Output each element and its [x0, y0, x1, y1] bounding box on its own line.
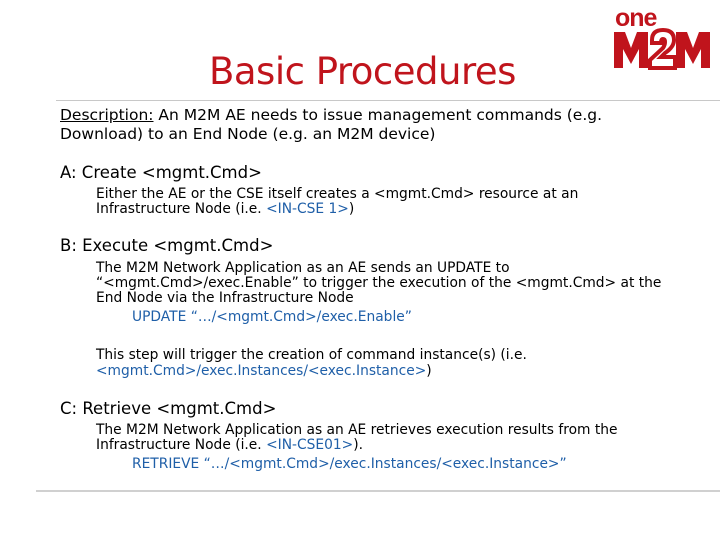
description-line-2: Download) to an End Node (e.g. an M2M device) [60, 125, 436, 143]
section-b-note-2 [96, 363, 432, 379]
section-a-line-1: Either the AE or the CSE itself creates a <mgmt.Cmd> resource at an [96, 186, 579, 202]
footer-divider [36, 490, 720, 492]
description-line-1 [60, 106, 602, 124]
page-title: Basic Procedures [209, 50, 516, 93]
svg-text:one: one [615, 4, 657, 32]
in-cse01-reference: <IN-CSE01> [266, 437, 354, 453]
section-a-line-2 [96, 201, 354, 217]
section-c-line-2-end: ). [353, 437, 363, 453]
onem2m-logo [612, 2, 712, 72]
exec-instance-path: <mgmt.Cmd>/exec.Instances/<exec.Instance> [96, 363, 427, 379]
section-c-line-2 [96, 437, 363, 453]
section-c-line-2-text: Infrastructure Node (i.e. [96, 437, 267, 453]
section-b-line-3: End Node via the Infrastructure Node [96, 290, 354, 306]
retrieve-command: RETRIEVE “…/<mgmt.Cmd>/exec.Instances/<exec.Instance>” [132, 456, 567, 472]
description-label: Description: [60, 106, 154, 124]
section-b-heading: B: Execute <mgmt.Cmd> [60, 236, 274, 255]
section-b-note-2-end: ) [426, 363, 432, 379]
section-a-heading: A: Create <mgmt.Cmd> [60, 163, 262, 182]
in-cse-reference: <IN-CSE 1> [266, 201, 349, 217]
section-c-line-1: The M2M Network Application as an AE retrieves execution results from the [96, 422, 618, 438]
section-b-note-1: This step will trigger the creation of command instance(s) (i.e. [96, 347, 527, 363]
section-c-heading: C: Retrieve <mgmt.Cmd> [60, 399, 277, 418]
title-divider [56, 100, 720, 101]
update-command: UPDATE “…/<mgmt.Cmd>/exec.Enable” [132, 309, 412, 325]
description-text: An M2M AE needs to issue management commands (e.g. [153, 106, 603, 124]
section-b-line-1: The M2M Network Application as an AE sends an UPDATE to [96, 260, 510, 276]
section-a-line-2-text: Infrastructure Node (i.e. [96, 201, 267, 217]
section-a-line-2-end: ) [348, 201, 355, 217]
section-b-line-2: “<mgmt.Cmd>/exec.Enable” to trigger the execution of the <mgmt.Cmd> at the [96, 275, 662, 291]
